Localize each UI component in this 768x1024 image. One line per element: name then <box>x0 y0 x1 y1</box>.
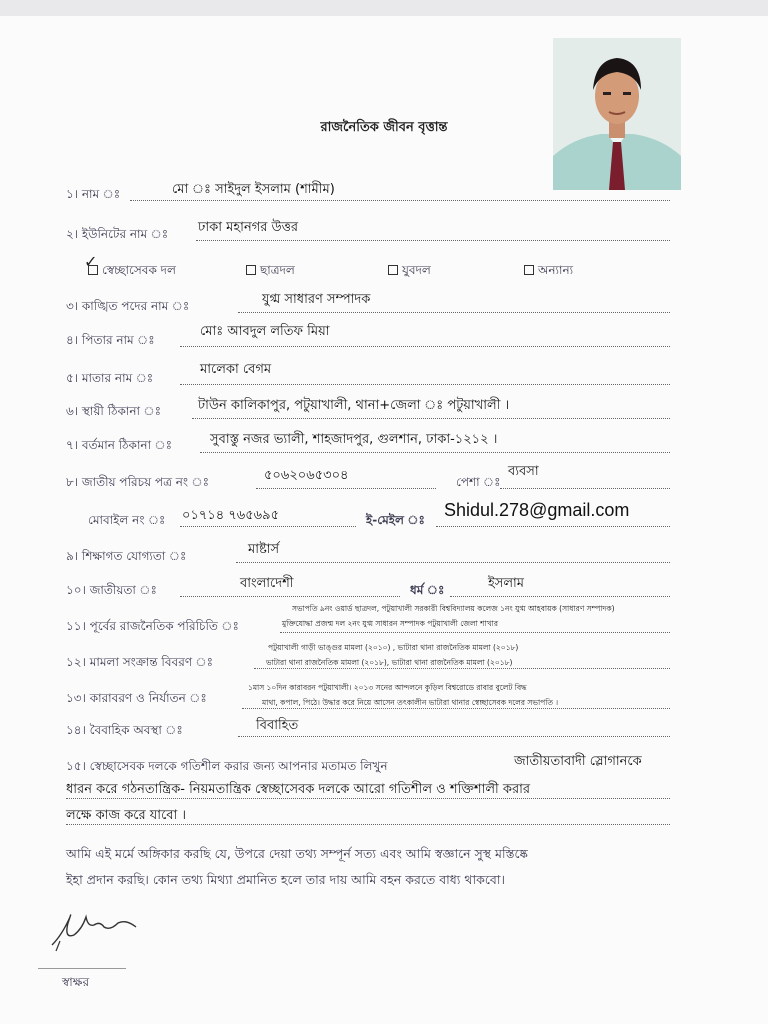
occupation-value: ব্যবসা <box>508 464 539 479</box>
case-details-line2: ভাটারা থানা রাজনৈতিক মামলা (২০১৮), ভাটারা থানা রাজনৈতিক মামলা (২০১৮) <box>266 658 513 667</box>
checkbox-volunteer[interactable] <box>88 265 98 275</box>
present-address-label: ৭। বর্তমান ঠিকানা ঃ <box>66 438 173 452</box>
opinion-dots-1 <box>66 798 670 799</box>
education-dots <box>236 562 670 563</box>
case-details-label: ১২। মামলা সংক্রান্ত বিবরণ ঃ <box>66 655 214 669</box>
signature-line <box>38 968 126 969</box>
marital-status-label: ১৪। বৈবাহিক অবস্থা ঃ <box>66 723 183 737</box>
mobile-value: ০১৭১৪ ৭৬৫৬৯৫ <box>182 508 280 523</box>
option-volunteer[interactable] <box>88 262 176 282</box>
prior-political-line2: মুক্তিযোদ্ধা প্রজন্ম দল ২নং যুগ্ম সাধারন সম্পাদক পটুয়াখালী জেলা শাখার <box>282 619 498 628</box>
mother-name-dots <box>180 384 670 385</box>
prior-political-line1: সভাপতি ৯নং ওয়ার্ড ছাত্রদল, পটুয়াখালী সরকারী বিশ্ববিদ্যালয় কলেজ ১নং যুগ্ম আহবায়ক (সাধারণ সম্পাদক) <box>292 604 615 613</box>
top-bar <box>0 0 768 16</box>
signature-label: স্বাক্ষর <box>62 975 90 989</box>
checkmark-icon: ✓ <box>84 252 98 271</box>
declaration-line2: ইহা প্রদান করছি। কোন তথ্য মিথ্যা প্রমানিত হলে তার দায় আমি বহন করতে বাধ্য থাকবো। <box>66 872 505 887</box>
opinion-value-line3: লক্ষে কাজ করে যাবো । <box>66 808 187 823</box>
desired-post-label: ৩। কাঙ্খিত পদের নাম ঃ <box>66 299 190 313</box>
father-name-value: মোঃ আবদুল লতিফ মিয়া <box>200 324 330 339</box>
opinion-label: ১৫। স্বেচ্ছাসেবক দলকে গতিশীল করার জন্য আপনার মতামত লিখুন <box>66 759 388 773</box>
religion-label: ধর্ম ঃ <box>410 583 445 597</box>
imprisonment-line2: মাথা, কপাল, পিঠে। উদ্ধার করে নিয়ে আসেন তৎকালীন ভাটারা থানার স্বেচ্ছাসেবক দলের সভাপতি । <box>262 698 559 707</box>
occupation-dots <box>500 488 670 489</box>
name-label: ১। নাম ঃ <box>66 187 121 201</box>
imprisonment-line1: ১মাস ১০দিন কারাবরন পটুয়াখালী। ২০১৩ সনের আন্দলনে কুড়িল বিশ্বরোডে রাবার বুলেট বিদ্ধ <box>248 683 527 692</box>
mobile-label: মোবাইল নং ঃ <box>88 513 166 527</box>
present-address-value: সুবাস্তু নজর ভ্যালী, শাহজাদপুর, গুলশান, ঢাকা-১২১২ । <box>210 432 498 447</box>
permanent-address-label: ৬। স্থায়ী ঠিকানা ঃ <box>66 404 161 418</box>
mother-name-value: মালেকা বেগম <box>200 362 272 377</box>
desired-post-value: যুগ্ম সাধারণ সম্পাদক <box>262 292 371 307</box>
email-label: ই-মেইল ঃ <box>366 513 425 527</box>
imprisonment-dots <box>242 708 670 709</box>
name-value: মো ঃ সাইদুল ইসলাম (শামীম) <box>172 182 335 197</box>
religion-dots <box>450 596 670 597</box>
prior-political-dots <box>280 632 670 633</box>
checkbox-chhatradal[interactable] <box>246 265 256 275</box>
religion-value: ইসলাম <box>488 576 525 591</box>
unit-value: ঢাকা মহানগর উত্তর <box>198 220 299 235</box>
nationality-label: ১০। জাতীয়তা ঃ <box>66 583 157 597</box>
father-name-label: ৪। পিতার নাম ঃ <box>66 333 155 347</box>
document-title: রাজনৈতিক জীবন বৃত্তান্ত <box>320 120 448 135</box>
unit-dots <box>196 240 670 241</box>
father-name-dots <box>180 346 670 347</box>
option-others-label: অন্যান্য <box>538 263 574 277</box>
opinion-dots-2 <box>66 824 670 825</box>
permanent-address-dots <box>192 418 670 419</box>
option-jubodal-label: যুবদল <box>402 263 431 277</box>
unit-label: ২। ইউনিটের নাম ঃ <box>66 227 169 241</box>
case-details-dots <box>254 668 670 669</box>
education-label: ৯। শিক্ষাগত যোগ্যতা ঃ <box>66 549 187 563</box>
option-volunteer-label: স্বেচ্ছাসেবক দল <box>102 263 176 277</box>
option-others[interactable] <box>524 262 573 282</box>
occupation-label: পেশা ঃ <box>456 475 501 489</box>
option-jubodal[interactable] <box>388 262 431 282</box>
nid-value: ৫০৬২০৬৫৩০৪ <box>264 468 349 483</box>
desired-post-dots <box>238 312 670 313</box>
signature-scribble <box>48 905 148 959</box>
checkbox-others[interactable] <box>524 265 534 275</box>
nationality-dots <box>180 596 400 597</box>
email-value: Shidul.278@gmail.com <box>444 500 630 520</box>
marital-status-dots <box>238 736 670 737</box>
nationality-value: বাংলাদেশী <box>240 576 294 591</box>
nid-label: ৮। জাতীয় পরিচয় পত্র নং ঃ <box>66 475 210 489</box>
email-dots <box>436 526 670 527</box>
present-address-dots <box>200 452 670 453</box>
marital-status-value: বিবাহিত <box>256 718 299 733</box>
person-photo <box>553 38 681 190</box>
opinion-value-line2: ধারন করে গঠনতান্ত্রিক- নিয়মতান্ত্রিক স্বেচ্ছাসেবক দলকে আরো গতিশীল ও শক্তিশালী করার <box>66 782 531 797</box>
option-chhatradal[interactable] <box>246 262 295 282</box>
case-details-line1: পটুয়াখালী গাড়ী ভাঙ্গুর মামলা (২০১০) , ভাটারা থানা রাজনৈতিক মামলা (২০১৮) <box>268 643 519 652</box>
permanent-address-value: টাউন কালিকাপুর, পটুয়াখালী, থানা+জেলা ঃ পটুয়াখালী । <box>198 398 510 413</box>
imprisonment-label: ১৩। কারাবরণ ও নির্যাতন ঃ <box>66 691 207 705</box>
mother-name-label: ৫। মাতার নাম ঃ <box>66 371 154 385</box>
education-value: মাষ্টার্স <box>248 542 280 557</box>
name-dots <box>130 200 670 201</box>
nid-dots <box>256 488 436 489</box>
mobile-dots <box>180 526 356 527</box>
declaration-line1: আমি এই মর্মে অঙ্গিকার করছি যে, উপরে দেয়া তথ্য সম্পূর্ন সত্য এবং আমি স্বজ্ঞানে সুস্থ মস্তিষ্কে <box>66 846 528 861</box>
opinion-value-line1: জাতীয়তাবাদী স্লোগানকে <box>514 754 642 769</box>
checkbox-jubodal[interactable] <box>388 265 398 275</box>
prior-political-label: ১১। পূর্বের রাজনৈতিক পরিচিতি ঃ <box>66 619 239 633</box>
option-chhatradal-label: ছাত্রদল <box>260 263 295 277</box>
